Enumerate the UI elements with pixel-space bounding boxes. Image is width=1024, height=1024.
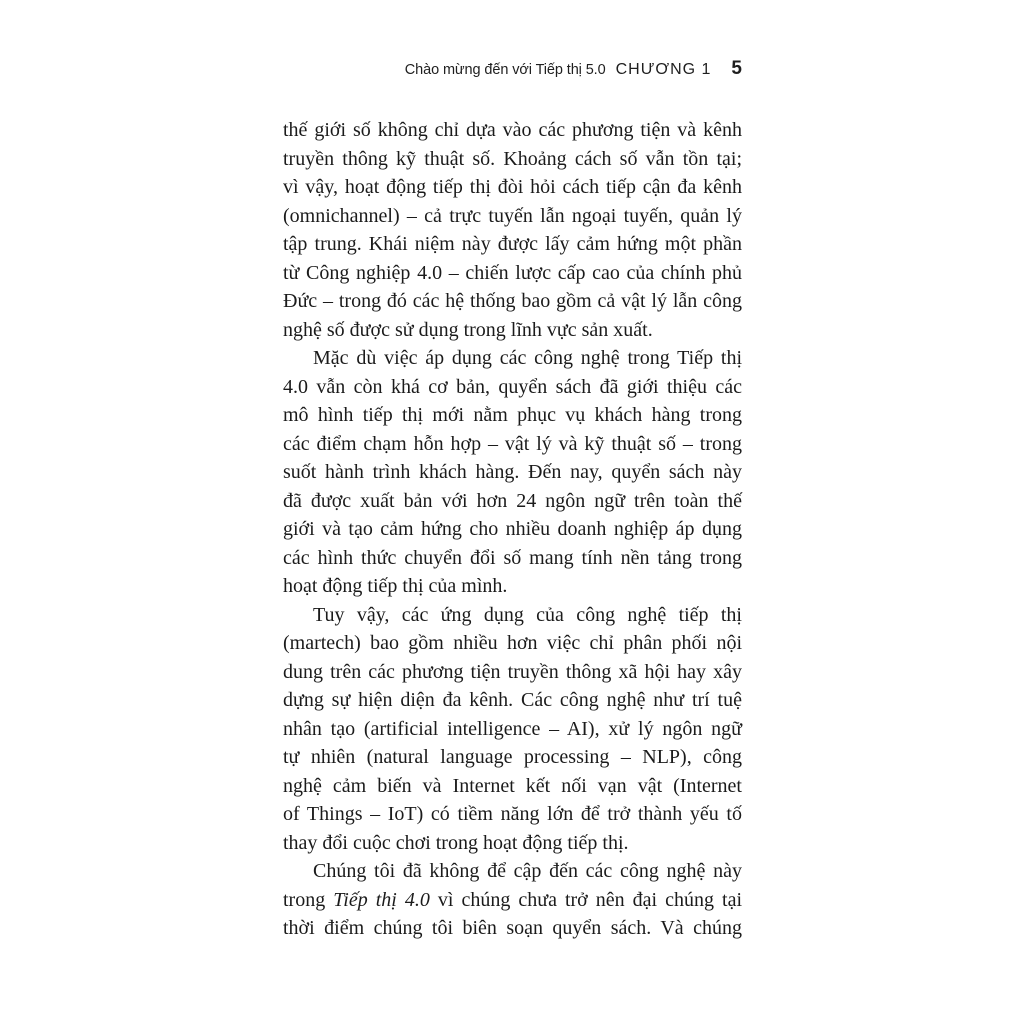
text-line: (martech) bao gồm nhiều hơn việc chỉ phân phối nội [283, 632, 742, 654]
text-line: hoạt động tiếp thị của mình. [283, 575, 508, 597]
text-line: truyền thông kỹ thuật số. Khoảng cách số vẫn tồn tại; [283, 147, 742, 170]
text-line: các điểm chạm hỗn hợp – vật lý và kỹ thuật số – trong [283, 432, 742, 455]
paragraph-1 [283, 116, 742, 344]
text-line: nghệ số được sử dụng trong lĩnh vực sản xuất. [283, 318, 653, 341]
paragraph-3 [283, 601, 742, 858]
running-title: Chào mừng đến với Tiếp thị 5.0 [404, 62, 606, 78]
text-line: Chúng tôi đã không để cập đến các công nghệ này [313, 860, 742, 882]
body-text [283, 116, 742, 943]
text-line: dung trên các phương tiện truyền thông xã hội hay xây [283, 660, 742, 683]
text-line: of Things – IoT) có tiềm năng lớn để trở thành yếu tố [283, 803, 742, 825]
page-number: 5 [731, 58, 742, 79]
text-line: Đức – trong đó các hệ thống bao gồm cả vật lý lẫn công [283, 290, 742, 312]
text-line: mô hình tiếp thị mới nằm phục vụ khách hàng trong [283, 404, 742, 426]
text-line: thời điểm chúng tôi biên soạn quyển sách. Và chúng [283, 917, 742, 939]
text-line: Tuy vậy, các ứng dụng của công nghệ tiếp thị [313, 603, 742, 626]
text-line: các hình thức chuyển đổi số mang tính nền tảng trong [283, 546, 742, 569]
text-line: dựng sự hiện diện đa kênh. Các công nghệ như trí tuệ [283, 689, 742, 711]
line-text-before: trong [283, 888, 334, 911]
paragraph-4 [283, 857, 742, 943]
text-line: tập trung. Khái niệm này được lấy cảm hứng một phần [283, 233, 742, 255]
text-line: (omnichannel) – cả trực tuyến lẫn ngoại tuyến, quản lý [283, 204, 742, 227]
text-line: thay đổi cuộc chơi trong hoạt động tiếp thị. [283, 831, 629, 854]
text-line-with-emphasis [283, 886, 742, 915]
text-line: nhân tạo (artificial intelligence – AI), xử lý ngôn ngữ [283, 717, 742, 740]
book-title-italic: Tiếp thị 4.0 [333, 888, 430, 911]
text-line: nghệ cảm biến và Internet kết nối vạn vật (Internet [283, 774, 742, 797]
text-line: vì vậy, hoạt động tiếp thị đòi hỏi cách tiếp cận đa kênh [283, 176, 742, 198]
text-line: suốt hành trình khách hàng. Đến nay, quyển sách này [283, 461, 742, 483]
text-line: giới và tạo cảm hứng cho nhiều doanh nghiệp áp dụng [283, 518, 742, 540]
running-header [405, 58, 742, 80]
text-line: Mặc dù việc áp dụng các công nghệ trong Tiếp thị [313, 347, 742, 369]
chapter-label: CHƯƠNG 1 [615, 61, 712, 78]
text-line: 4.0 vẫn còn khá cơ bản, quyển sách đã giới thiệu các [283, 375, 742, 398]
text-line: từ Công nghiệp 4.0 – chiến lược cấp cao của chính phủ [283, 261, 742, 284]
line-text-after: vì chúng chưa trở nên đại chúng tại [429, 888, 743, 911]
text-line: tự nhiên (natural language processing – NLP), công [283, 746, 742, 768]
text-line: thế giới số không chỉ dựa vào các phương tiện và kênh [283, 119, 742, 141]
paragraph-2 [283, 344, 742, 601]
text-line: đã được xuất bản với hơn 24 ngôn ngữ trên toàn thế [283, 489, 742, 512]
